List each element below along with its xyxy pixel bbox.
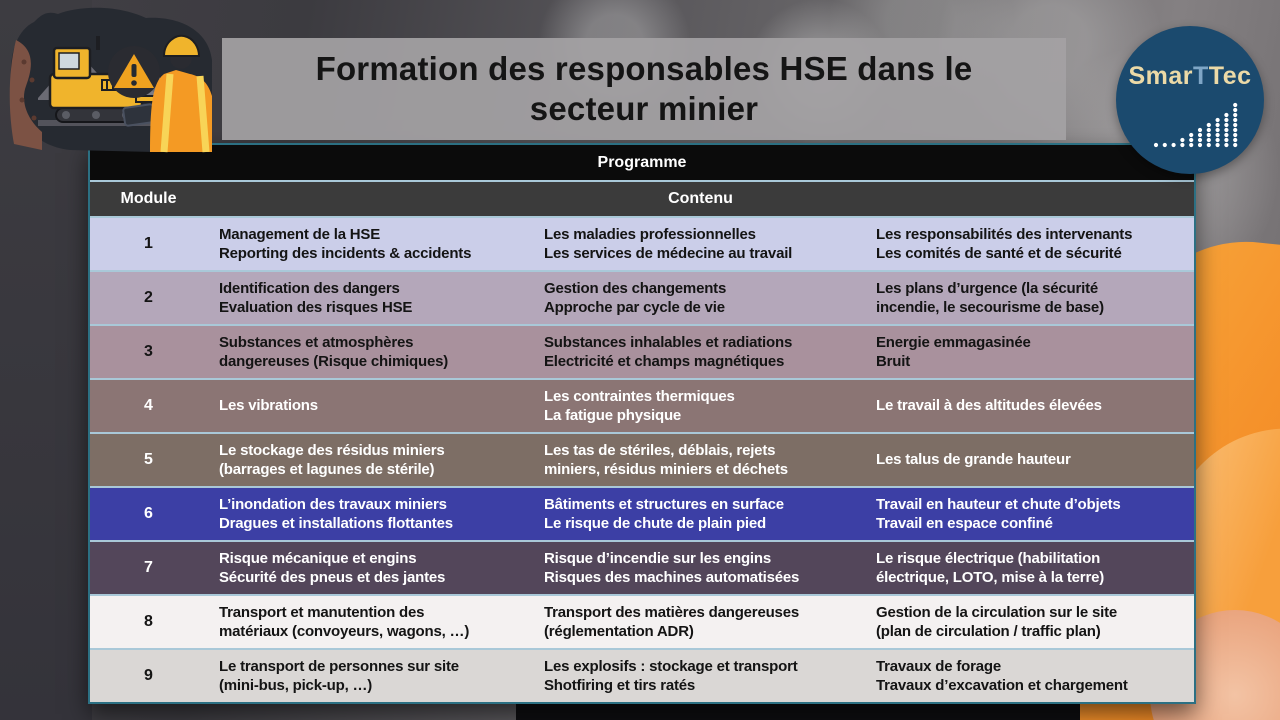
content-cell <box>874 218 1194 270</box>
warning-triangle-icon <box>108 46 160 98</box>
cell-line: Gestion des changements <box>544 279 727 297</box>
cell-line: Travail en espace confiné <box>876 515 1053 532</box>
logo-text-part3: Tec <box>1208 62 1252 90</box>
cell-line: incendie, le secourisme de base) <box>876 299 1104 316</box>
cell-line: Risques des machines automatisées <box>544 569 800 586</box>
cell-line: (plan de circulation / traffic plan) <box>876 623 1101 640</box>
content-cell <box>542 542 874 594</box>
content-cell <box>874 380 1194 432</box>
module-number: 2 <box>144 288 153 306</box>
cell-line: électrique, LOTO, mise à la terre) <box>876 569 1105 586</box>
cell-line: (barrages et lagunes de stérile) <box>219 461 435 478</box>
cell-line: dangereuses (Risque chimiques) <box>219 353 449 370</box>
cell-line: Les responsabilités des intervenants <box>876 225 1133 243</box>
cell-line: Travaux de forage <box>876 657 1001 675</box>
cell-line: Le risque de chute de plain pied <box>544 515 766 532</box>
content-cell <box>874 542 1194 594</box>
table-row <box>90 486 1194 540</box>
cell-line: Gestion de la circulation sur le site <box>876 603 1118 621</box>
title-box <box>222 38 1066 140</box>
cell-line: Le risque électrique (habilitation <box>876 549 1101 567</box>
cell-line: Dragues et installations flottantes <box>219 515 453 532</box>
content-cell <box>542 380 874 432</box>
cell-line: Shotfiring et tirs ratés <box>544 677 696 694</box>
cell-line: Bruit <box>876 353 910 370</box>
cell-line: Reporting des incidents & accidents <box>219 245 472 262</box>
cell-line: miniers, résidus miniers et déchets <box>544 461 788 478</box>
cell-line: Travail en hauteur et chute d’objets <box>876 495 1121 513</box>
content-cell <box>207 650 542 702</box>
cell-line: Travaux d’excavation et chargement <box>876 677 1128 694</box>
page-title-line1: Formation des responsables HSE dans le <box>315 49 973 87</box>
content-cell <box>874 272 1194 324</box>
content-cell <box>207 488 542 540</box>
content-cell <box>542 596 874 648</box>
content-cell <box>207 434 542 486</box>
mining-illustration <box>4 2 218 156</box>
cell-line: Les services de médecine au travail <box>544 245 793 262</box>
table-row <box>90 270 1194 324</box>
content-cell <box>207 596 542 648</box>
content-cell <box>874 596 1194 648</box>
smarttec-logo <box>1116 26 1264 174</box>
cell-line: Substances inhalables et radiations <box>544 333 793 351</box>
cell-line: Les vibrations <box>219 397 318 415</box>
cell-line: Evaluation des risques HSE <box>219 299 413 316</box>
module-number: 7 <box>144 558 153 576</box>
cell-line: (réglementation ADR) <box>544 623 694 640</box>
content-cell <box>542 218 874 270</box>
table-row <box>90 540 1194 594</box>
module-number: 9 <box>144 666 153 684</box>
page-title-line2: secteur minier <box>529 90 759 127</box>
module-number: 1 <box>144 234 153 252</box>
cell-line: Les plans d’urgence (la sécurité <box>876 279 1099 297</box>
content-cell <box>542 326 874 378</box>
module-column-header: Module <box>120 190 177 207</box>
content-cell <box>874 650 1194 702</box>
cell-line: Management de la HSE <box>219 225 381 243</box>
module-number: 5 <box>144 450 153 468</box>
cell-line: Risque mécanique et engins <box>219 549 417 567</box>
cell-line: Identification des dangers <box>219 279 400 297</box>
content-cell <box>874 326 1194 378</box>
logo-dots-icon <box>1150 100 1242 150</box>
table-column-headers <box>90 180 1194 216</box>
content-cell <box>207 380 542 432</box>
mining-scene-icon <box>4 2 218 156</box>
table-row <box>90 216 1194 270</box>
table-row <box>90 378 1194 432</box>
cell-line: (mini-bus, pick-up, …) <box>219 677 373 694</box>
content-cell <box>207 218 542 270</box>
table-title: Programme <box>90 145 1194 180</box>
content-cell <box>207 542 542 594</box>
cell-line: Le travail à des altitudes élevées <box>876 397 1102 415</box>
table-row <box>90 324 1194 378</box>
cell-line: Risque d’incendie sur les engins <box>544 549 771 567</box>
content-cell <box>542 272 874 324</box>
cell-line: Substances et atmosphères <box>219 333 414 351</box>
cell-line: Les maladies professionnelles <box>544 225 756 243</box>
cell-line: Le stockage des résidus miniers <box>219 441 445 459</box>
content-cell <box>542 650 874 702</box>
cell-line: Transport et manutention des <box>219 603 425 621</box>
cell-line: Les explosifs : stockage et transport <box>544 657 798 675</box>
table-row <box>90 648 1194 702</box>
cell-line: La fatigue physique <box>544 407 682 424</box>
cell-line: Les talus de grande hauteur <box>876 451 1071 469</box>
module-number: 6 <box>144 504 153 522</box>
table-row <box>90 432 1194 486</box>
cell-line: Les tas de stériles, déblais, rejets <box>544 441 776 459</box>
cell-line: Transport des matières dangereuses <box>544 603 799 621</box>
contenu-column-header: Contenu <box>668 190 733 207</box>
cell-line: L’inondation des travaux miniers <box>219 495 447 513</box>
logo-text-part1: Smar <box>1128 62 1194 90</box>
content-cell <box>874 488 1194 540</box>
cell-line: Electricité et champs magnétiques <box>544 353 785 370</box>
module-number: 4 <box>144 396 153 414</box>
content-cell <box>207 326 542 378</box>
cell-line: Energie emmagasinée <box>876 333 1031 351</box>
logo-text <box>1116 62 1264 91</box>
cell-line: matériaux (convoyeurs, wagons, …) <box>219 623 470 640</box>
programme-table <box>88 143 1196 704</box>
content-cell <box>542 434 874 486</box>
content-cell <box>874 434 1194 486</box>
table-row <box>90 594 1194 648</box>
module-number: 3 <box>144 342 153 360</box>
content-cell <box>207 272 542 324</box>
module-number: 8 <box>144 612 153 630</box>
content-cell <box>542 488 874 540</box>
cell-line: Approche par cycle de vie <box>544 299 725 316</box>
logo-text-part2: T <box>1193 62 1209 90</box>
cell-line: Bâtiments et structures en surface <box>544 495 784 513</box>
cell-line: Les comités de santé et de sécurité <box>876 245 1122 262</box>
cell-line: Les contraintes thermiques <box>544 387 735 405</box>
cell-line: Le transport de personnes sur site <box>219 657 459 675</box>
cell-line: Sécurité des pneus et des jantes <box>219 569 446 586</box>
